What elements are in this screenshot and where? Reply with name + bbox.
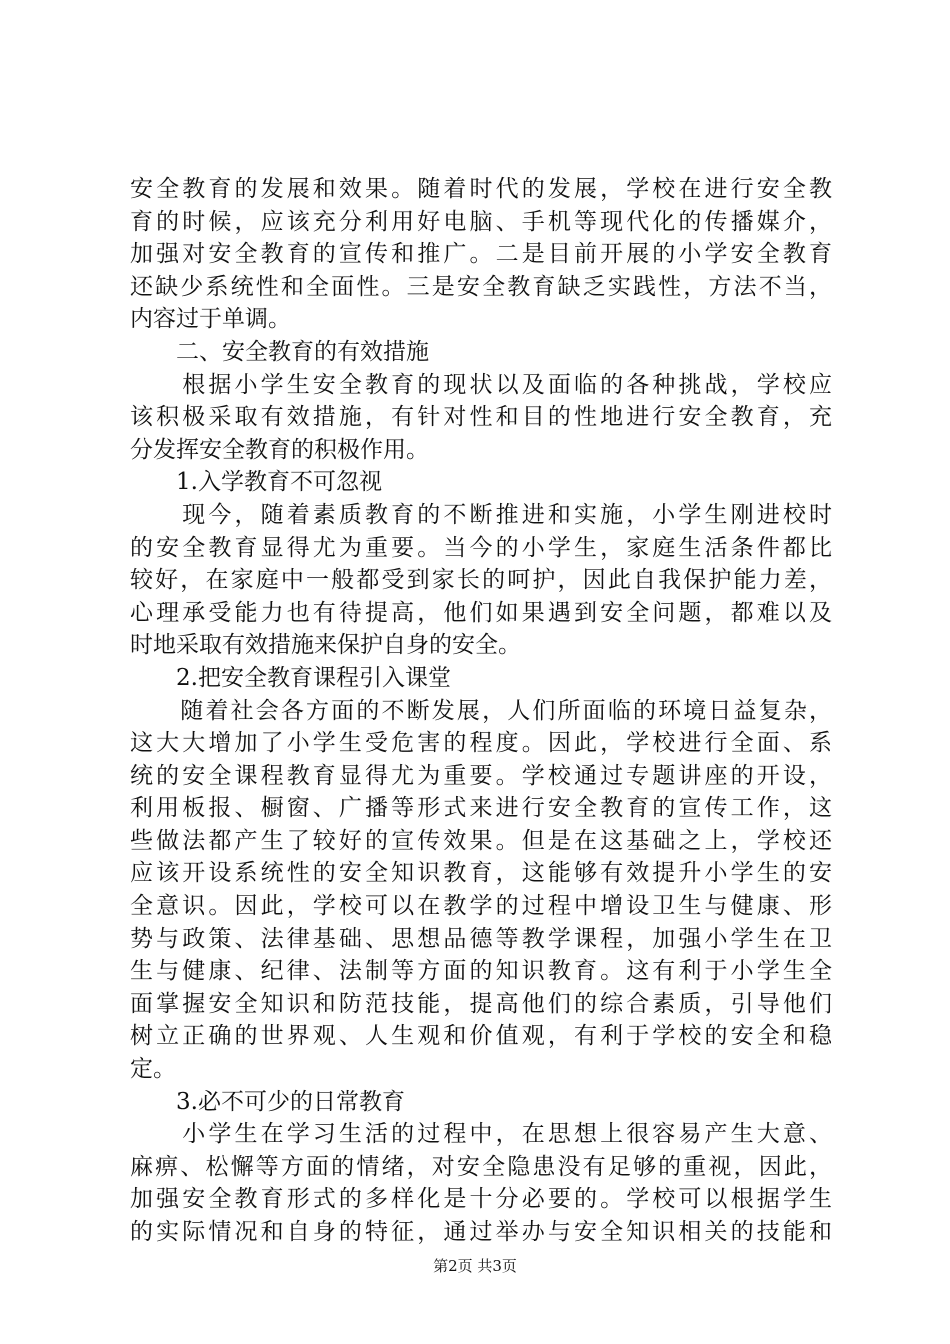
text-line: 心理承受能力也有待提高，他们如果遇到安全问题，都难以及 xyxy=(130,599,832,626)
page-footer: 第2页 共3页 xyxy=(433,1257,517,1275)
text-line: 利用板报、橱窗、广播等形式来进行安全教育的宣传工作，这 xyxy=(130,795,832,822)
text-line: 安全教育的发展和效果。随着时代的发展，学校在进行安全教 xyxy=(130,176,832,202)
document-body xyxy=(130,173,832,1249)
text-line: 面掌握安全知识和防范技能，提高他们的综合素质，引导他们 xyxy=(130,990,832,1017)
text-line: 较好，在家庭中一般都受到家长的呵护，因此自我保护能力差， xyxy=(130,567,832,594)
text-line: 还缺少系统性和全面性。三是安全教育缺乏实践性，方法不当， xyxy=(130,273,832,300)
text-line: 根据小学生安全教育的现状以及面临的各种挑战，学校应 xyxy=(130,371,832,398)
text-line: 全意识。因此，学校可以在教学的过程中增设卫生与健康、形 xyxy=(130,893,832,920)
text-line: 统的安全课程教育显得尤为重要。学校通过专题讲座的开设， xyxy=(130,762,832,789)
text-line: 育的时候，应该充分利用好电脑、手机等现代化的传播媒介， xyxy=(130,208,832,235)
text-line: 3.必不可少的日常教育 xyxy=(130,1088,405,1115)
text-line: 这大大增加了小学生受危害的程度。因此，学校进行全面、系 xyxy=(130,730,832,757)
text-line: 加强对安全教育的宣传和推广。二是目前开展的小学安全教育 xyxy=(130,241,832,268)
text-line: 加强安全教育形式的多样化是十分必要的。学校可以根据学生 xyxy=(130,1186,832,1213)
text-line: 些做法都产生了较好的宣传效果。但是在这基础之上，学校还 xyxy=(130,827,832,854)
text-line: 势与政策、法律基础、思想品德等教学课程，加强小学生在卫 xyxy=(130,925,832,952)
text-line: 随着社会各方面的不断发展，人们所面临的环境日益复杂， xyxy=(130,697,832,724)
text-line: 生与健康、纪律、法制等方面的知识教育。这有利于小学生全 xyxy=(130,958,832,985)
text-line: 该积极采取有效措施，有针对性和目的性地进行安全教育，充 xyxy=(130,404,832,431)
text-line: 2.把安全教育课程引入课堂 xyxy=(130,664,451,691)
text-line: 麻痹、松懈等方面的情绪，对安全隐患没有足够的重视，因此， xyxy=(130,1153,832,1180)
text-line: 定。 xyxy=(130,1056,176,1083)
text-line: 的实际情况和自身的特征，通过举办与安全知识相关的技能和 xyxy=(130,1219,832,1245)
text-line: 的安全教育显得尤为重要。当今的小学生，家庭生活条件都比 xyxy=(130,534,832,561)
text-line: 分发挥安全教育的积极作用。 xyxy=(130,436,429,463)
text-line: 应该开设系统性的安全知识教育，这能够有效提升小学生的安 xyxy=(130,860,832,887)
text-line: 二、安全教育的有效措施 xyxy=(130,338,429,365)
text-line: 1.入学教育不可忽视 xyxy=(130,469,382,496)
text-line: 内容过于单调。 xyxy=(130,306,291,333)
text-line: 现今，随着素质教育的不断推进和实施，小学生刚进校时 xyxy=(130,501,832,528)
text-line: 树立正确的世界观、人生观和价值观，有利于学校的安全和稳 xyxy=(130,1023,832,1050)
text-line: 小学生在学习生活的过程中，在思想上很容易产生大意、 xyxy=(130,1121,832,1148)
text-line: 时地采取有效措施来保护自身的安全。 xyxy=(130,632,521,659)
